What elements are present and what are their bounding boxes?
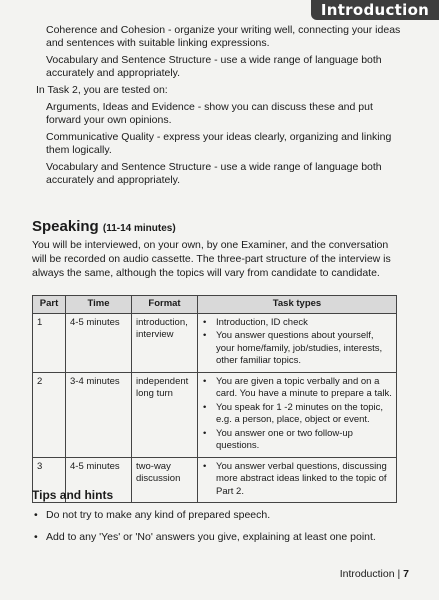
table-row	[33, 372, 397, 457]
format-cell: two-way discussion	[132, 457, 198, 503]
format-cell: introduction, interview	[132, 313, 198, 372]
tip-item: • Add to any 'Yes' or 'No' answers you give, explaining at least one point.	[32, 530, 412, 544]
task-item: • You speak for 1 -2 minutes on the topic, e.g. a person, place, object or event.	[214, 402, 392, 427]
speaking-duration: (11-14 minutes)	[102, 223, 176, 234]
tip-item: • Do not try to make any kind of prepared speech.	[32, 508, 412, 522]
criteria-item: Coherence and Cohesion - organize your writing well, connecting your ideas and sentences with suitable linking expressions.	[46, 24, 401, 49]
criteria-item: Communicative Quality - express your ideas clearly, organizing and linking them logically.	[46, 131, 392, 156]
time-cell: 3-4 minutes	[66, 372, 132, 457]
speaking-heading	[32, 218, 176, 235]
footer-label: Introduction	[339, 568, 395, 580]
page-footer	[340, 568, 409, 580]
criteria-item: Arguments, Ideas and Evidence - show you can discuss these and put forward your own opinions.	[46, 101, 373, 126]
task-item: • You are given a topic verbally and on a card. You have a minute to prepare a talk.	[214, 376, 392, 401]
task2-heading: In Task 2, you are tested on:	[36, 84, 168, 96]
task-types-cell	[198, 457, 397, 503]
section-header-tab: Introduction	[311, 0, 439, 20]
tips-list	[32, 508, 412, 552]
speaking-structure-table	[32, 295, 397, 503]
column-header: Task types	[198, 296, 397, 314]
column-header: Part	[33, 296, 66, 314]
column-header: Time	[66, 296, 132, 314]
page-number: 7	[403, 568, 409, 580]
table-row	[33, 313, 397, 372]
task-item: • You answer verbal questions, discussing more abstract ideas linked to the topic of Part 2.	[214, 461, 392, 499]
task-types-cell	[198, 372, 397, 457]
criteria-item: Vocabulary and Sentence Structure - use a wide range of language both accurately and appropriately.	[46, 54, 382, 79]
writing-criteria-list	[36, 24, 406, 191]
speaking-title: Speaking	[32, 218, 99, 235]
task-item: • You answer one or two follow-up questions.	[214, 428, 392, 453]
time-cell: 4-5 minutes	[66, 457, 132, 503]
part-cell: 3	[33, 457, 66, 503]
time-cell: 4-5 minutes	[66, 313, 132, 372]
tips-heading: Tips and hints	[32, 488, 114, 502]
part-cell: 2	[33, 372, 66, 457]
column-header: Format	[132, 296, 198, 314]
criteria-item: Vocabulary and Sentence Structure - use a wide range of language both accurately and appropriately.	[46, 161, 382, 186]
part-cell: 1	[33, 313, 66, 372]
footer-divider: |	[397, 568, 404, 580]
table-header-row	[33, 296, 397, 314]
task-item: • Introduction, ID check	[214, 317, 392, 330]
speaking-description: You will be interviewed, on your own, by one Examiner, and the conversation will be recorded on audio cassette. The three-part structure of the interview is always the same, although the topics will vary from candidate to candidate.	[32, 239, 391, 279]
task-types-cell	[198, 313, 397, 372]
task-item: • You answer questions about yourself, your home/family, job/studies, interests, other familiar topics.	[214, 330, 392, 368]
format-cell: independent long turn	[132, 372, 198, 457]
